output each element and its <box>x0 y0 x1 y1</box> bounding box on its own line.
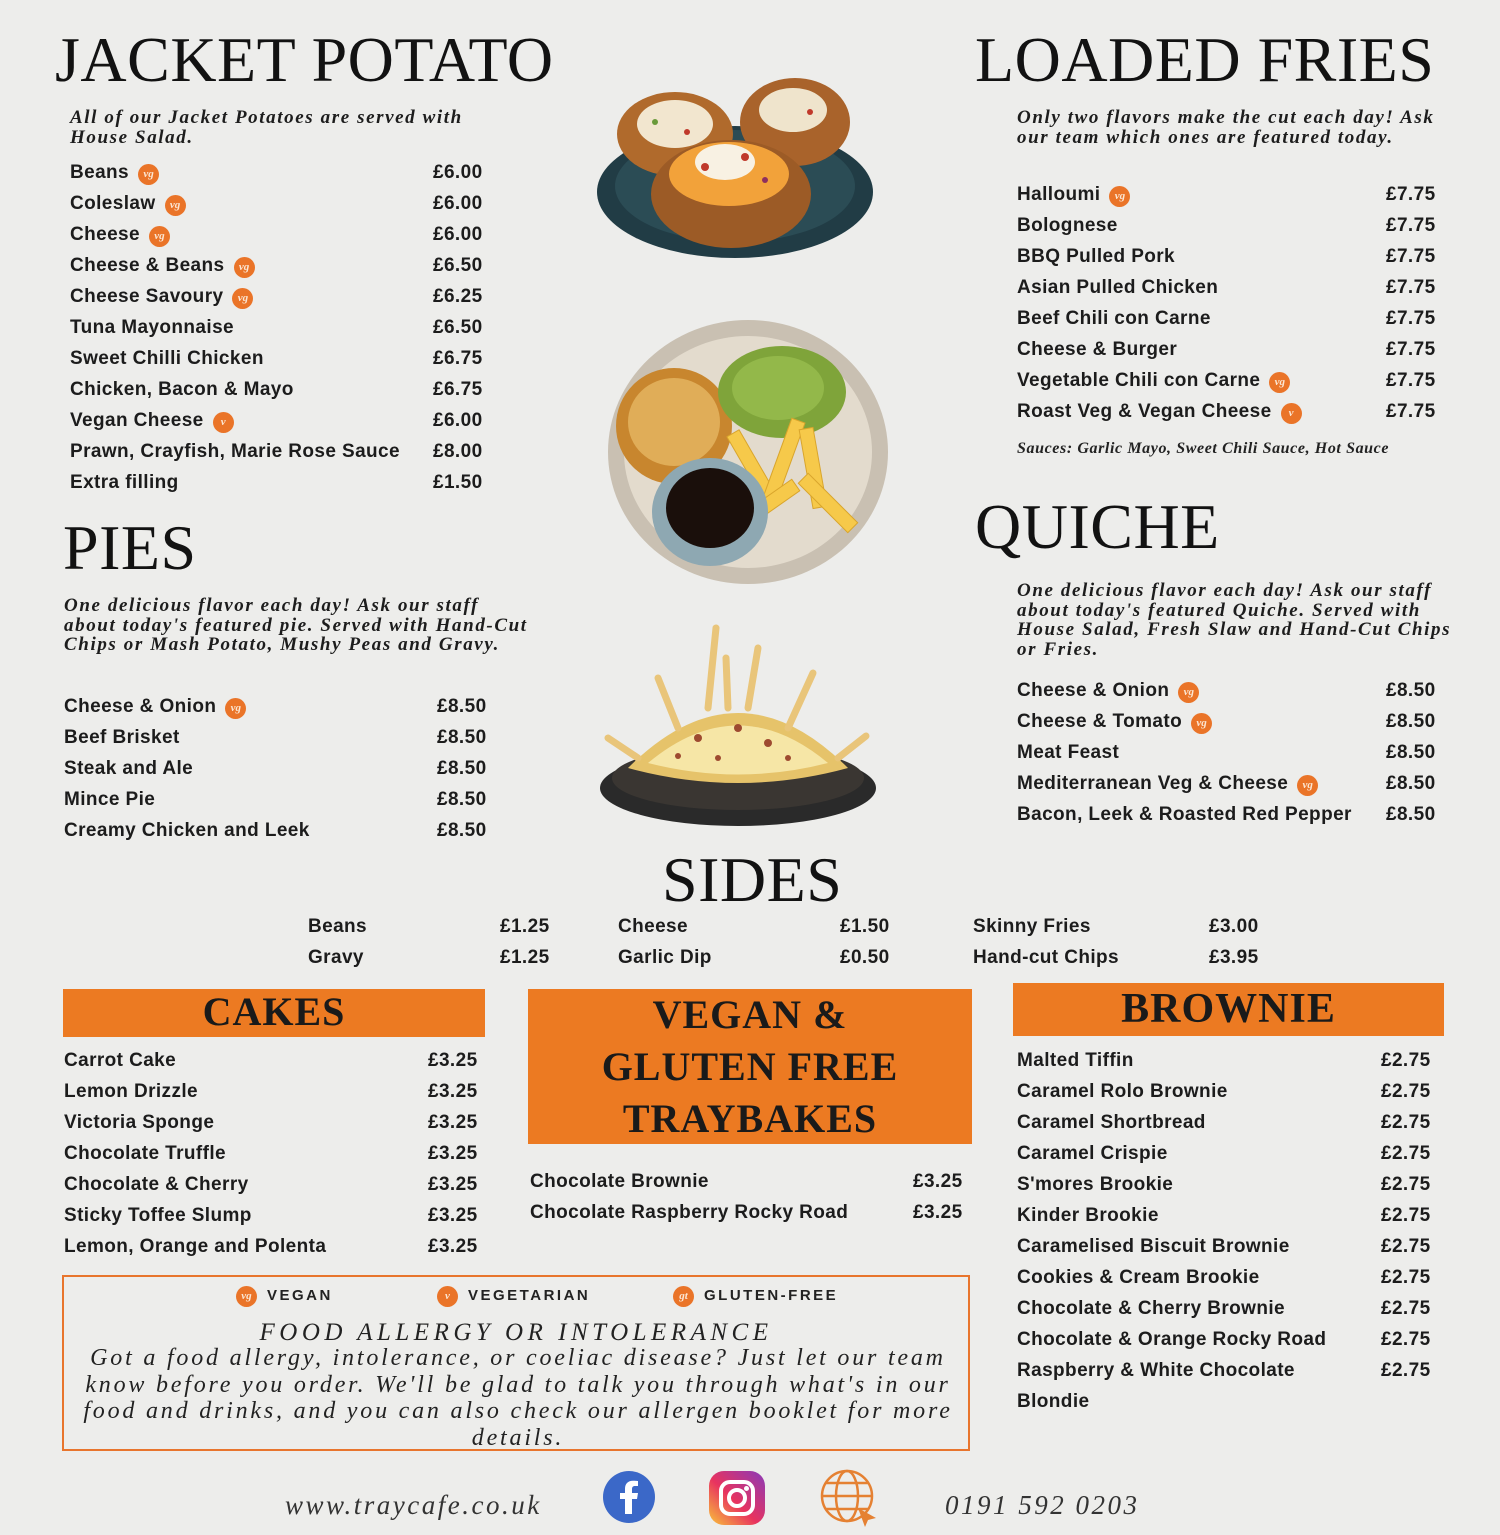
menu-item-name <box>70 317 234 339</box>
menu-item-label: Creamy Chicken and Leek <box>64 820 310 841</box>
menu-item-label: Vegetable Chili con Carne <box>1017 370 1261 391</box>
menu-item <box>1017 242 1447 273</box>
menu-item-price: £1.50 <box>433 472 483 493</box>
menu-item <box>64 1108 484 1139</box>
menu-item-label: Gravy <box>308 947 364 968</box>
menu-item-price: £1.25 <box>500 947 550 968</box>
menu-item-price: £2.75 <box>1381 1050 1431 1071</box>
vegan-badge-icon: vg <box>1191 713 1212 734</box>
traybakes-title-line-3: TRAYBAKES <box>622 1096 878 1141</box>
globe-icon[interactable] <box>818 1468 880 1528</box>
menu-item-name <box>1017 1112 1206 1134</box>
menu-item-name <box>1017 1298 1285 1320</box>
menu-item-price: £6.50 <box>433 317 483 338</box>
menu-item <box>1017 769 1447 800</box>
vegan-badge-icon: vg <box>138 164 159 185</box>
menu-item <box>70 468 490 499</box>
menu-item-label: Raspberry & White Chocolate <box>1017 1360 1295 1381</box>
menu-item <box>1017 273 1447 304</box>
vegetarian-badge-icon: v <box>437 1286 458 1307</box>
menu-item-name <box>1017 711 1212 734</box>
menu-item <box>1017 1263 1437 1294</box>
menu-item-name <box>1017 804 1352 826</box>
menu-item-price: £0.50 <box>840 947 890 968</box>
vegetarian-badge-icon: v <box>213 412 234 433</box>
menu-item <box>64 1139 484 1170</box>
menu-item <box>1017 366 1447 397</box>
menu-item-price: £1.50 <box>840 916 890 937</box>
cakes-banner <box>63 989 485 1037</box>
menu-item <box>1017 1108 1437 1139</box>
menu-item <box>308 912 558 943</box>
menu-item-name <box>70 472 179 494</box>
allergy-text: Got a food allergy, intolerance, or coeliac disease? Just let our team know before you order. We'll be glad to talk you through what's in our food and drinks, and you can also check our allergen booklet for more details. <box>83 1345 953 1451</box>
menu-item-label: Cheese & Onion <box>1017 680 1170 701</box>
menu-item <box>973 943 1273 974</box>
menu-item <box>618 912 898 943</box>
menu-item-name <box>64 696 246 719</box>
menu-item-label: Chocolate & Cherry Brownie <box>1017 1298 1286 1319</box>
menu-item-name <box>70 379 294 401</box>
sides-title: SIDES <box>662 844 843 915</box>
menu-item-label: Chocolate Brownie <box>530 1171 709 1192</box>
menu-item-price: £7.75 <box>1386 184 1436 205</box>
quiche-intro: One delicious flavor each day! Ask our staff about today's featured Quiche. Served with House Salad, Fresh Slaw and Hand-Cut Chips or Fries. <box>1017 580 1452 660</box>
pies-title: PIES <box>63 512 197 583</box>
menu-item-name <box>64 1143 226 1165</box>
menu-item-price: £8.50 <box>437 727 487 748</box>
menu-item <box>1017 180 1447 211</box>
menu-item-label: Caramel Shortbread <box>1017 1112 1206 1133</box>
menu-item-label: Lemon, Orange and Polenta <box>64 1236 327 1257</box>
menu-item-label: Cheese <box>70 224 140 245</box>
menu-item <box>1017 738 1447 769</box>
menu-item-price: £2.75 <box>1381 1267 1431 1288</box>
menu-item-label: Lemon Drizzle <box>64 1081 198 1102</box>
brownie-list <box>1017 1046 1437 1418</box>
legend-vegetarian-label: VEGETARIAN <box>468 1287 591 1304</box>
loaded-fries-intro: Only two flavors make the cut each day! Ask our team which ones are featured today. <box>1017 107 1435 148</box>
menu-item-label: Beef Brisket <box>64 727 180 748</box>
vegan-badge-icon: vg <box>1297 775 1318 796</box>
menu-item-name <box>1017 308 1211 330</box>
menu-item-label: Beans <box>308 916 368 937</box>
menu-item-name <box>308 947 364 969</box>
pies-list <box>64 692 494 847</box>
gluten-free-badge-icon: gt <box>673 1286 694 1307</box>
menu-item-name <box>973 947 1119 969</box>
menu-item <box>1017 335 1447 366</box>
loaded-fries-title: LOADED FRIES <box>975 24 1435 95</box>
traybakes-title-line-2: GLUTEN FREE <box>601 1044 899 1089</box>
pie-and-chips-photo <box>606 318 890 586</box>
menu-item-price: £8.50 <box>437 758 487 779</box>
vegan-badge-icon: vg <box>165 195 186 216</box>
menu-item-name <box>70 286 253 309</box>
brownie-title: BROWNIE <box>1121 986 1336 1032</box>
menu-item-price: £2.75 <box>1381 1081 1431 1102</box>
menu-item-name <box>64 758 193 780</box>
menu-item-label: Cheese & Tomato <box>1017 711 1183 732</box>
menu-item-name <box>70 224 170 247</box>
menu-item <box>70 437 490 468</box>
menu-item <box>1017 1325 1437 1356</box>
menu-item-price: £6.00 <box>433 193 483 214</box>
menu-item <box>70 158 490 189</box>
menu-item-name <box>618 947 712 969</box>
menu-item-label: Caramel Crispie <box>1017 1143 1168 1164</box>
menu-item-name <box>64 1236 326 1258</box>
menu-item <box>64 754 494 785</box>
menu-item-name <box>64 789 155 811</box>
menu-item-price: £2.75 <box>1381 1143 1431 1164</box>
menu-item-price: £8.50 <box>1386 804 1436 825</box>
menu-item-price: £3.25 <box>913 1171 963 1192</box>
menu-item-price: £6.50 <box>433 255 483 276</box>
menu-item-price: £7.75 <box>1386 339 1436 360</box>
menu-item-label: Halloumi <box>1017 184 1101 205</box>
menu-item <box>64 816 494 847</box>
menu-item <box>530 1167 970 1198</box>
vegan-badge-icon: vg <box>234 257 255 278</box>
menu-item <box>64 1170 484 1201</box>
menu-item-price: £3.25 <box>428 1081 478 1102</box>
menu-item <box>1017 1170 1437 1201</box>
menu-item-price: £1.25 <box>500 916 550 937</box>
menu-item <box>70 189 490 220</box>
cakes-title: CAKES <box>202 989 346 1034</box>
menu-item-label: Skinny Fries <box>973 916 1091 937</box>
menu-item <box>70 220 490 251</box>
traybakes-banner <box>528 989 972 1144</box>
cakes-list <box>64 1046 484 1263</box>
menu-item-price: £2.75 <box>1381 1174 1431 1195</box>
menu-item <box>1017 1139 1437 1170</box>
menu-item-label: Mince Pie <box>64 789 156 810</box>
allergy-title: FOOD ALLERGY OR INTOLERANCE <box>259 1319 773 1346</box>
menu-item-price: £3.25 <box>428 1174 478 1195</box>
menu-item-name <box>308 916 367 938</box>
menu-item-name <box>618 916 688 938</box>
menu-item <box>64 1232 484 1263</box>
menu-item <box>308 943 558 974</box>
menu-item-label: Blondie <box>1017 1391 1090 1412</box>
menu-item-name <box>64 727 180 749</box>
menu-item-name <box>1017 401 1302 424</box>
menu-item-name <box>1017 680 1199 703</box>
menu-item-label: Cheese Savoury <box>70 286 224 307</box>
brownie-banner <box>1013 983 1444 1036</box>
menu-item-name <box>70 193 186 216</box>
menu-item-label: Cheese <box>618 916 688 937</box>
menu-item-name <box>1017 246 1175 268</box>
loaded-fries-photo <box>598 618 878 828</box>
menu-item-label: Mediterranean Veg & Cheese <box>1017 773 1289 794</box>
menu-item-label: Carrot Cake <box>64 1050 177 1071</box>
menu-item-price: £7.75 <box>1386 277 1436 298</box>
vegan-badge-icon: vg <box>225 698 246 719</box>
sauces-note: Sauces: Garlic Mayo, Sweet Chili Sauce, Hot Sauce <box>1017 440 1390 457</box>
menu-item-label: Chicken, Bacon & Mayo <box>70 379 294 400</box>
menu-item-name <box>64 1081 198 1103</box>
menu-item-name <box>64 1205 252 1227</box>
menu-item-label: Sweet Chilli Chicken <box>70 348 264 369</box>
menu-item-label: Tuna Mayonnaise <box>70 317 235 338</box>
menu-item <box>1017 211 1447 242</box>
menu-item-label: Bolognese <box>1017 215 1118 236</box>
menu-item-price: £8.50 <box>1386 773 1436 794</box>
traybakes-list <box>530 1167 970 1229</box>
menu-item-name <box>64 1112 214 1134</box>
menu-item <box>1017 676 1447 707</box>
menu-item-price: £8.50 <box>1386 680 1436 701</box>
jacket-potato-intro: All of our Jacket Potatoes are served with House Salad. <box>70 107 463 148</box>
menu-item-name <box>1017 1205 1159 1227</box>
menu-item <box>1017 1201 1437 1232</box>
menu-item-label: Asian Pulled Chicken <box>1017 277 1219 298</box>
menu-item <box>64 1201 484 1232</box>
menu-item-label: Cookies & Cream Brookie <box>1017 1267 1260 1288</box>
menu-item-price: £2.75 <box>1381 1205 1431 1226</box>
menu-item-label: Coleslaw <box>70 193 156 214</box>
menu-item-name <box>1017 1081 1228 1103</box>
sides-list-3 <box>973 912 1273 974</box>
menu-item-label: Chocolate & Cherry <box>64 1174 249 1195</box>
menu-item-price: £2.75 <box>1381 1112 1431 1133</box>
menu-item-label: S'mores Brookie <box>1017 1174 1174 1195</box>
menu-item <box>1017 304 1447 335</box>
menu-item-price: £3.25 <box>428 1205 478 1226</box>
menu-item-name <box>64 820 310 842</box>
menu-item <box>64 1077 484 1108</box>
menu-item <box>64 1046 484 1077</box>
menu-item-label: Chocolate & Orange Rocky Road <box>1017 1329 1327 1350</box>
menu-item-price: £6.75 <box>433 379 483 400</box>
menu-item-name <box>1017 742 1119 764</box>
menu-item-label: Cheese & Burger <box>1017 339 1178 360</box>
menu-item-price: £7.75 <box>1386 246 1436 267</box>
menu-item-label: Caramel Rolo Brownie <box>1017 1081 1228 1102</box>
menu-item-name <box>1017 277 1218 299</box>
menu-item-label: Vegan Cheese <box>70 410 204 431</box>
menu-item-price: £8.50 <box>1386 742 1436 763</box>
menu-item-name <box>70 348 264 370</box>
menu-item-price: £7.75 <box>1386 401 1436 422</box>
menu-item-price: £7.75 <box>1386 308 1436 329</box>
menu-item <box>64 723 494 754</box>
menu-item-label: Roast Veg & Vegan Cheese <box>1017 401 1272 422</box>
phone-number[interactable]: 0191 592 0203 <box>945 1490 1140 1520</box>
instagram-icon[interactable] <box>708 1470 766 1526</box>
menu-item <box>973 912 1273 943</box>
menu-item-label: BBQ Pulled Pork <box>1017 246 1176 267</box>
menu-item-label: Prawn, Crayfish, Marie Rose Sauce <box>70 441 400 462</box>
sides-list-2 <box>618 912 898 974</box>
vegan-badge-icon: vg <box>1178 682 1199 703</box>
menu-item <box>70 406 490 437</box>
vegan-badge-icon: vg <box>1109 186 1130 207</box>
menu-item-price: £2.75 <box>1381 1329 1431 1350</box>
menu-item <box>70 313 490 344</box>
menu-item <box>64 692 494 723</box>
menu-item-price: £6.00 <box>433 410 483 431</box>
menu-item-name <box>70 410 234 433</box>
menu-item-name <box>1017 1236 1290 1258</box>
vegetarian-badge-icon: v <box>1281 403 1302 424</box>
menu-item-name <box>64 1174 249 1196</box>
vegan-badge-icon: vg <box>236 1286 257 1307</box>
menu-item-price: £8.00 <box>433 441 483 462</box>
menu-item-price: £2.75 <box>1381 1236 1431 1257</box>
menu-item-name <box>1017 1329 1326 1351</box>
menu-item <box>1017 1046 1437 1077</box>
legend-gluten-free <box>673 1286 838 1307</box>
menu-item-price: £3.25 <box>428 1143 478 1164</box>
menu-item-name <box>1017 1360 1295 1382</box>
menu-item-price: £3.00 <box>1209 916 1259 937</box>
menu-item-label: Sticky Toffee Slump <box>64 1205 252 1226</box>
menu-item <box>1017 397 1447 428</box>
menu-item-price: £2.75 <box>1381 1298 1431 1319</box>
jacket-potato-photo <box>595 62 875 262</box>
menu-item-price: £6.25 <box>433 286 483 307</box>
menu-item-name <box>1017 1174 1173 1196</box>
menu-item-price: £8.50 <box>1386 711 1436 732</box>
menu-item-label: Malted Tiffin <box>1017 1050 1134 1071</box>
menu-item-price: £6.00 <box>433 224 483 245</box>
menu-item-name <box>1017 1267 1260 1289</box>
vegan-badge-icon: vg <box>1269 372 1290 393</box>
menu-item <box>70 251 490 282</box>
traybakes-title-line-1: VEGAN & <box>652 992 848 1037</box>
sides-list-1 <box>308 912 558 974</box>
menu-item-label: Beef Chili con Carne <box>1017 308 1211 329</box>
legend-vegetarian <box>437 1286 590 1307</box>
menu-item-name <box>70 162 159 185</box>
menu-item-label: Cheese & Onion <box>64 696 217 717</box>
menu-item-price: £3.25 <box>428 1236 478 1257</box>
menu-item-name <box>1017 1391 1089 1413</box>
menu-item-name <box>1017 184 1130 207</box>
menu-item-name <box>1017 370 1290 393</box>
menu-item <box>618 943 898 974</box>
menu-item-label: Bacon, Leek & Roasted Red Pepper <box>1017 804 1352 825</box>
menu-item-label: Cheese & Beans <box>70 255 225 276</box>
menu-item <box>1017 1232 1437 1263</box>
jacket-potato-list <box>70 158 490 499</box>
menu-item-price: £8.50 <box>437 696 487 717</box>
menu-item-price: £3.25 <box>913 1202 963 1223</box>
menu-item-name <box>70 255 255 278</box>
menu-item-label: Chocolate Truffle <box>64 1143 226 1164</box>
menu-item-label: Steak and Ale <box>64 758 194 779</box>
menu-item-name <box>70 441 400 463</box>
menu-item-price: £2.75 <box>1381 1360 1431 1381</box>
menu-item-name <box>64 1050 176 1072</box>
menu-item-price: £3.95 <box>1209 947 1259 968</box>
menu-item-name <box>1017 1050 1134 1072</box>
menu-item-label: Meat Feast <box>1017 742 1120 763</box>
menu-item <box>1017 800 1447 831</box>
menu-item-label: Beans <box>70 162 130 183</box>
menu-item <box>1017 707 1447 738</box>
menu-item-name <box>1017 215 1118 237</box>
menu-item <box>64 785 494 816</box>
quiche-title: QUICHE <box>975 491 1220 562</box>
menu-item-name <box>1017 339 1177 361</box>
menu-item-name <box>973 916 1091 938</box>
menu-item <box>70 344 490 375</box>
menu-item-price: £6.75 <box>433 348 483 369</box>
vegan-badge-icon: vg <box>149 226 170 247</box>
menu-item <box>1017 1294 1437 1325</box>
jacket-potato-title: JACKET POTATO <box>55 24 554 95</box>
vegan-badge-icon: vg <box>232 288 253 309</box>
legend-vegan-label: VEGAN <box>267 1287 333 1304</box>
menu-item-price: £8.50 <box>437 820 487 841</box>
legend-vegan <box>236 1286 333 1307</box>
menu-item <box>70 375 490 406</box>
menu-item-label: Kinder Brookie <box>1017 1205 1159 1226</box>
quiche-list <box>1017 676 1447 831</box>
menu-item <box>1017 1387 1437 1418</box>
menu-item-name <box>1017 1143 1168 1165</box>
menu-item <box>1017 1077 1437 1108</box>
facebook-icon[interactable] <box>602 1470 656 1524</box>
menu-item <box>70 282 490 313</box>
menu-item-price: £3.25 <box>428 1050 478 1071</box>
menu-item-price: £3.25 <box>428 1112 478 1133</box>
menu-item <box>1017 1356 1437 1387</box>
pies-intro: One delicious flavor each day! Ask our staff about today's featured pie. Served with Hand-Cut Chips or Mash Potato, Mushy Peas and Gravy. <box>64 595 528 655</box>
menu-item-name <box>530 1202 848 1224</box>
menu-item-label: Caramelised Biscuit Brownie <box>1017 1236 1290 1257</box>
menu-item-name <box>530 1171 709 1193</box>
legend-gluten-free-label: GLUTEN-FREE <box>704 1287 839 1304</box>
menu-item-label: Hand-cut Chips <box>973 947 1119 968</box>
menu-item-label: Victoria Sponge <box>64 1112 215 1133</box>
website-link[interactable]: www.traycafe.co.uk <box>285 1490 542 1520</box>
loaded-fries-list <box>1017 180 1447 428</box>
menu-item-name <box>1017 773 1318 796</box>
menu-item-label: Chocolate Raspberry Rocky Road <box>530 1202 849 1223</box>
menu-item-price: £8.50 <box>437 789 487 810</box>
menu-item-price: £6.00 <box>433 162 483 183</box>
menu-item-label: Extra filling <box>70 472 179 493</box>
menu-item-label: Garlic Dip <box>618 947 712 968</box>
allergy-box <box>62 1275 970 1451</box>
menu-item-price: £7.75 <box>1386 215 1436 236</box>
menu-item <box>530 1198 970 1229</box>
menu-item-price: £7.75 <box>1386 370 1436 391</box>
